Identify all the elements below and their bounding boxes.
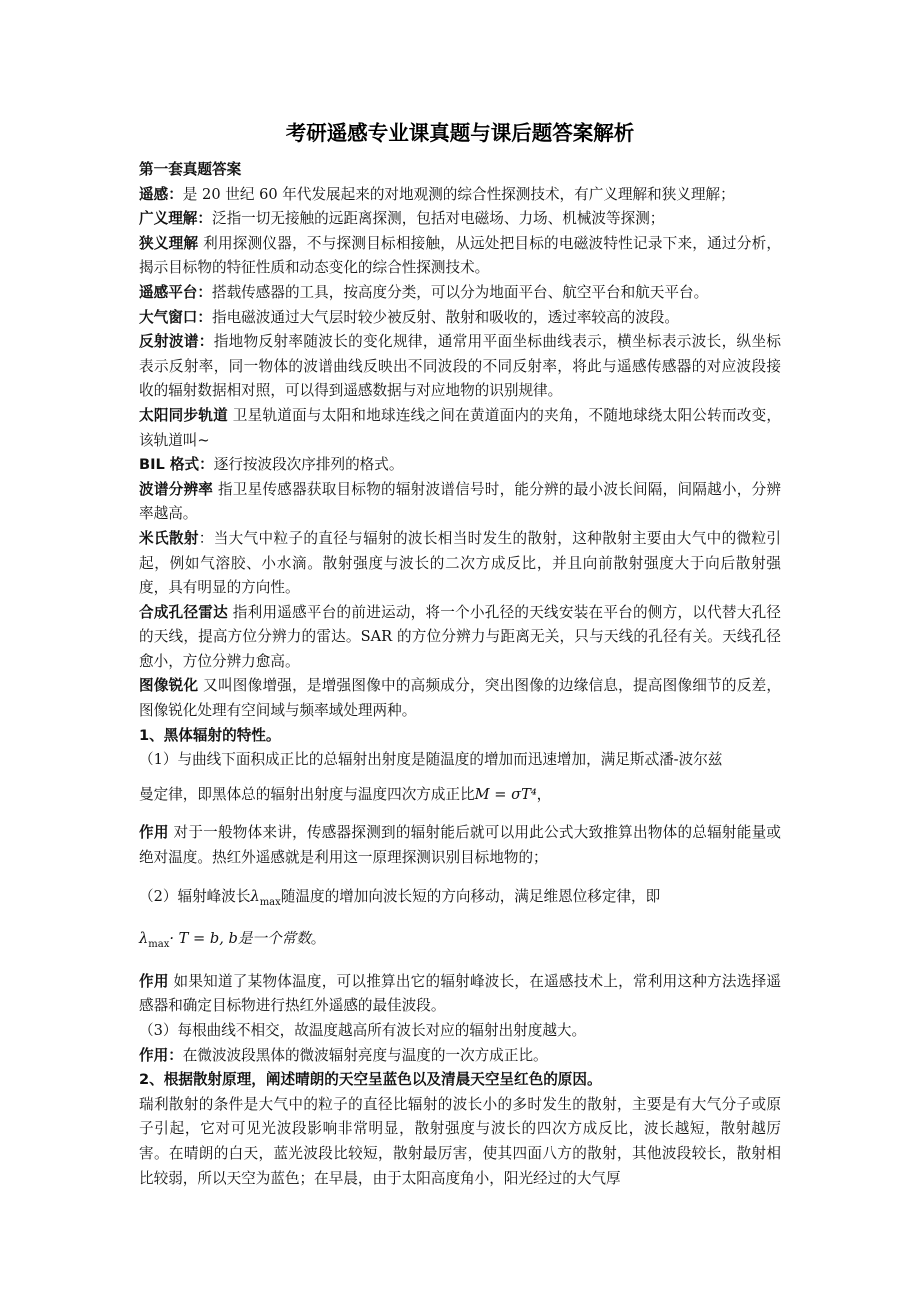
definition-item: [139, 207, 781, 232]
q1-point-1: [139, 748, 781, 773]
definition-term: 合成孔径雷达: [139, 603, 228, 621]
definition-term: 波谱分辨率: [139, 480, 214, 498]
wien-formula-line: [139, 927, 781, 952]
definition-term: 大气窗口：: [139, 308, 212, 326]
definition-text: 泛指一切无接触的远距离探测，包括对电磁场、力场、机械波等探测；: [211, 210, 665, 228]
q1-point-1-cont-text: 曼定律，即黑体总的辐射出射度与温度四次方成正比: [139, 785, 475, 803]
use-text-2: 如果知道了某物体温度，可以推算出它的辐射峰波长，在遥感技术上，常利用这种方法选择遥感器和确定目标物进行热红外遥感的最佳波段。: [139, 972, 781, 1015]
definition-text: 逐行按波段次序排列的格式。: [213, 456, 404, 474]
q1-use-3: [139, 1044, 781, 1069]
q1-point-1-cont: [139, 783, 781, 808]
definition-item: [139, 404, 781, 453]
formula-comma: ，: [536, 785, 552, 803]
use-term-3: 作用：: [139, 1046, 183, 1064]
definition-term: 图像锐化: [139, 677, 199, 695]
definition-item: [139, 281, 781, 306]
section-heading: 第一套真题答案: [139, 161, 242, 178]
q1-point-1-text: （1）与曲线下面积成正比的总辐射出射度是随温度的增加而迅速增加，满足斯忒潘-波尔兹: [139, 751, 723, 769]
q1-point-2-text-a: （2）辐射峰波长: [139, 887, 251, 905]
definition-text: 又叫图像增强，是增强图像中的高频成分，突出图像的边缘信息，提高图像细节的反差，图像锐化处理有空间域与频率域处理两种。: [139, 677, 781, 720]
definition-text: 是 20 世纪 60 年代发展起来的对地观测的综合性探测技术，有广义理解和狭义理解；: [182, 185, 735, 203]
definition-text: 指利用遥感平台的前进运动，将一个小孔径的天线安装在平台的侧方，以代替大孔径的天线，提高方位分辨力的雷达。SAR 的方位分辨力与距离无关，只与天线的孔径有关。天线孔径愈小，方位分辨力愈高。: [139, 603, 781, 670]
definition-item: [139, 183, 781, 208]
definition-item: [139, 527, 781, 601]
use-term-2: 作用: [139, 972, 169, 990]
definition-item: [139, 330, 781, 404]
lambda-subscript-2: max: [148, 939, 170, 951]
question-2-heading: 2、根据散射原理，阐述晴朗的天空呈蓝色以及清晨天空呈红色的原因。: [139, 1071, 602, 1089]
use-term: 作用: [139, 824, 169, 842]
use-text-3: 在微波波段黑体的微波辐射亮度与温度的一次方成正比。: [182, 1046, 548, 1064]
definition-item: [139, 601, 781, 675]
lambda-symbol: λ: [250, 887, 260, 905]
wien-formula: · T = b, b是一个常数: [169, 930, 311, 948]
definition-term: 遥感平台：: [139, 283, 212, 301]
definition-text: ：当大气中粒子的直径与辐射的波长相当时发生的散射，这种散射主要由大气中的微粒引起，例如气溶胶、小水滴。散射强度与波长的二次方成反比，并且向前散射强度大于向后散射强度，具有明显的方向性。: [139, 529, 781, 597]
definition-text: 指卫星传感器获取目标物的辐射波谱信号时，能分辨的最小波长间隔，间隔越小，分辨率越高。: [139, 480, 781, 523]
definition-list: [139, 183, 781, 724]
definition-term: 反射波谱：: [139, 333, 214, 351]
definition-term: 狭义理解: [139, 234, 199, 252]
definition-item: [139, 306, 781, 331]
definition-term: 遥感：: [139, 185, 183, 203]
question-1-heading: 1、黑体辐射的特性。: [139, 726, 281, 744]
q1-point-2: [139, 885, 781, 910]
definition-term: 米氏散射: [139, 529, 199, 547]
definition-item: [139, 453, 781, 478]
lambda-symbol-2: λ: [139, 930, 149, 948]
definition-term: BIL 格式：: [139, 456, 214, 474]
formula-end: 。: [310, 930, 326, 948]
q1-point-2-text-b: 随温度的增加向波长短的方向移动，满足维恩位移定律，即: [280, 887, 661, 905]
page-title: 考研遥感专业课真题与课后题答案解析: [285, 121, 635, 145]
definition-text: 卫星轨道面与太阳和地球连线之间在黄道面内的夹角，不随地球绕太阳公转而改变，该轨道叫~: [139, 406, 781, 449]
definition-text: 利用探测仪器，不与探测目标相接触，从远处把目标的电磁波特性记录下来，通过分析，揭示目标物的特征性质和动态变化的综合性探测技术。: [139, 234, 781, 277]
definition-item: [139, 674, 781, 723]
use-text: 对于一般物体来讲，传感器探测到的辐射能后就可以用此公式大致推算出物体的总辐射能量或绝对温度。热红外遥感就是利用这一原理探测识别目标地物的；: [139, 824, 781, 867]
q2-answer: 瑞利散射的条件是大气中的粒子的直径比辐射的波长小的多时发生的散射，主要是有大气分子或原子引起，它对可见光波段影响非常明显，散射强度与波长的四次方成反比，波长越短，散射越厉害。在晴朗的白天，蓝光波段比较短，散射最厉害，使其四面八方的散射，其他波段较长，散射相比较弱，所以天空为蓝色；在早晨，由于太阳高度角小，阳光经过的大气厚: [139, 1095, 781, 1187]
lambda-subscript: max: [259, 896, 281, 908]
q1-use-1: [139, 821, 781, 870]
definition-text: 指地物反射率随波长的变化规律，通常用平面坐标曲线表示，横坐标表示波长，纵坐标表示反射率，同一物体的波谱曲线反映出不同波段的不同反射率，将此与遥感传感器的对应波段接收的辐射数据相对照，可以得到遥感数据与对应地物的识别规律。: [139, 333, 781, 400]
definition-term: 广义理解：: [139, 210, 212, 228]
q1-use-2: [139, 970, 781, 1019]
stefan-boltzmann-formula: M = σT⁴: [474, 785, 537, 803]
definition-item: [139, 232, 781, 281]
definition-text: 指电磁波通过大气层时较少被反射、散射和吸收的，透过率较高的波段。: [211, 308, 679, 326]
definition-text: 搭载传感器的工具，按高度分类，可以分为地面平台、航空平台和航天平台。: [211, 283, 709, 301]
q1-point-3: （3）每根曲线不相交，故温度越高所有波长对应的辐射出射度越大。: [139, 1022, 587, 1039]
document-body: [139, 118, 781, 1191]
definition-term: 太阳同步轨道: [139, 406, 228, 424]
definition-item: [139, 478, 781, 527]
